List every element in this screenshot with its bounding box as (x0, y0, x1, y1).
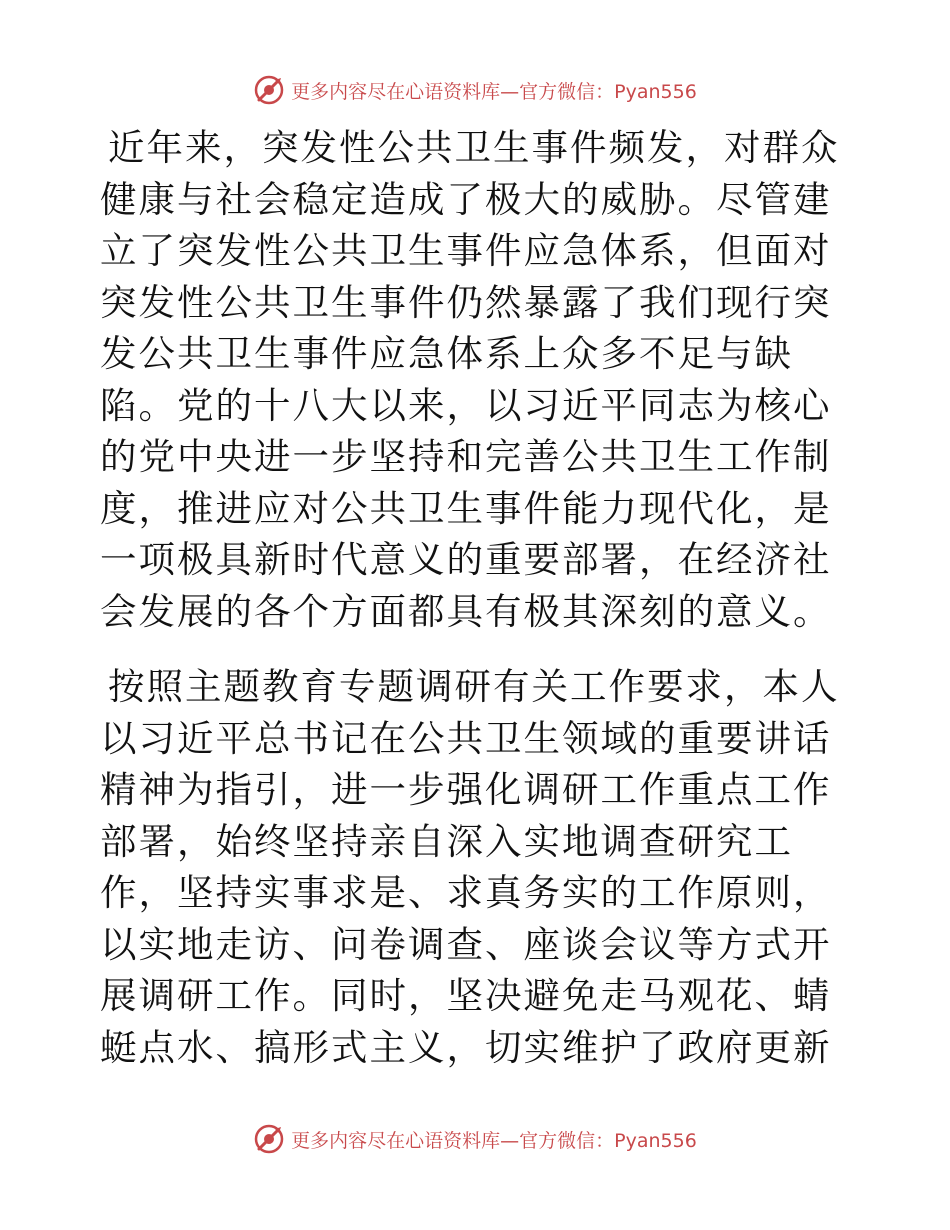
brand-logo-icon (253, 1123, 285, 1155)
paragraph-2: 按照主题教育专题调研有关工作要求，本人以习近平总书记在公共卫生领域的重要讲话精神为指引，进一步强化调研工作重点工作部署，始终坚持亲自深入实地调查研究工作，坚持实事求是、求真务实的工作原则，以实地走访、问卷调查、座谈会议等方式开展调研工作。同时，坚决避免走马观花、蜻蜓点水、搞形式主义，切实维护了政府更新 (100, 665, 840, 1069)
paragraph-1: 近年来，突发性公共卫生事件频发，对群众健康与社会稳定造成了极大的威胁。尽管建立了突发性公共卫生事件应急体系，但面对突发性公共卫生事件仍然暴露了我们现行突发公共卫生事件应急体系上众多不足与缺陷。党的十八大以来，以习近平同志为核心的党中央进一步坚持和完善公共卫生工作制度，推进应对公共卫生事件能力现代化，是一项极具新时代意义的重要部署，在经济社会发展的各个方面都具有极其深刻的意义。 (100, 126, 840, 633)
footer-banner-text: 更多内容尽在心语资料库—官方微信：Pyan556 (291, 1129, 697, 1152)
brand-logo-icon (253, 74, 285, 106)
header-banner-text: 更多内容尽在心语资料库—官方微信：Pyan556 (291, 80, 697, 103)
header-banner (0, 72, 950, 108)
document-body (100, 122, 860, 1097)
footer-banner (0, 1121, 950, 1157)
